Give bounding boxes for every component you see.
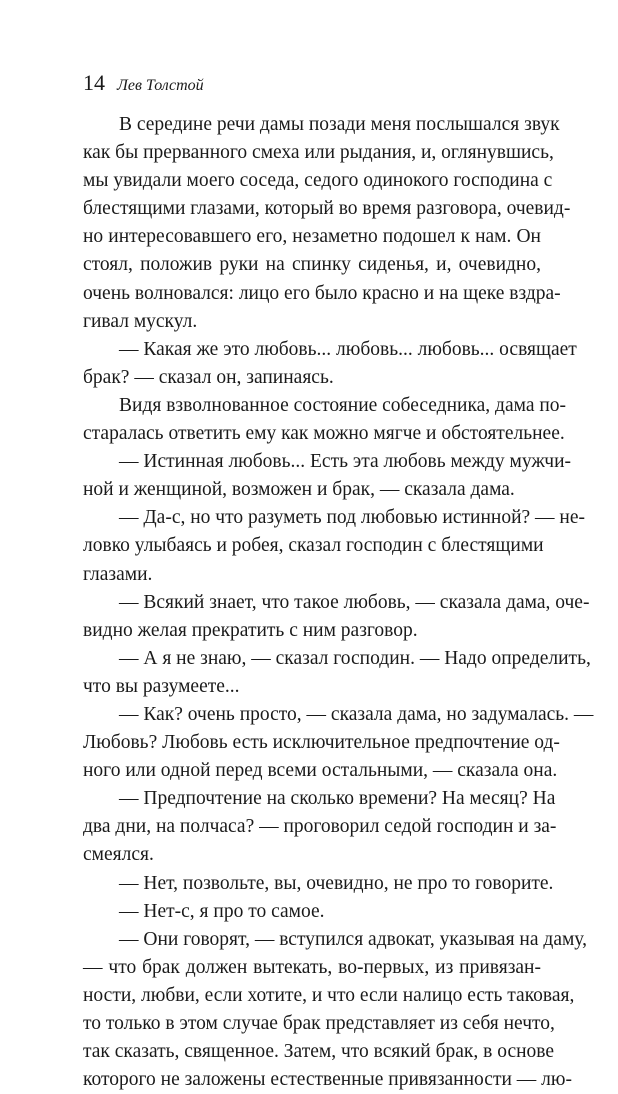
- text-line: глазами.: [83, 563, 153, 585]
- text-line: — А я не знаю, — сказал господин. — Надо определить,: [119, 647, 591, 669]
- text-line: — Да-с, но что разуметь под любовью истинной? — не-: [119, 507, 585, 529]
- text-line: — Всякий знает, что такое любовь, — сказала дама, оче-: [119, 591, 590, 613]
- text-line: брак? — сказал он, запинаясь.: [83, 366, 334, 388]
- text-line: очень волновался: лицо его было красно и на щеке вздра-: [83, 282, 561, 304]
- text-line: — Они говорят, — вступился адвокат, указывая на даму,: [119, 928, 587, 950]
- text-line: то только в этом случае брак представляет из себя нечто,: [83, 1013, 555, 1034]
- text-line: старалась ответить ему как можно мягче и обстоятельнее.: [83, 423, 565, 445]
- text-line: стоял, положив руки на спинку сиденья, и, очевидно,: [83, 254, 541, 276]
- running-head: Лев Толстой: [117, 77, 204, 94]
- text-line: два дни, на полчаса? — проговорил седой господин и за-: [83, 816, 557, 838]
- text-line: Любовь? Любовь есть исключительное предпочтение од-: [83, 732, 560, 754]
- text-line: которого не заложены естественные привязанности — лю-: [83, 1069, 572, 1091]
- text-line: так сказать, священное. Затем, что всякий брак, в основе: [83, 1041, 555, 1063]
- text-line: — Какая же это любовь... любовь... любовь... освящает: [119, 338, 577, 360]
- page-header: [83, 71, 204, 95]
- text-line: Видя взволнованное состояние собеседника, дама по-: [119, 394, 567, 416]
- text-line: что вы разумеете...: [83, 675, 240, 697]
- text-line: смеялся.: [83, 844, 154, 866]
- text-line: блестящими глазами, который во время разговора, очевид-: [83, 198, 571, 220]
- text-line: ной и женщиной, возможен и брак, — сказала дама.: [83, 479, 515, 501]
- text-line: но интересовавшего его, незаметно подошел к нам. Он: [83, 226, 541, 248]
- page-number: 14: [83, 70, 105, 95]
- text-line: как бы прерванного смеха или рыдания, и, оглянувшись,: [83, 142, 554, 164]
- text-line: — Предпочтение на сколько времени? На месяц? На: [119, 788, 556, 810]
- text-line: — Как? очень просто, — сказала дама, но задумалась. —: [119, 703, 594, 725]
- text-line: видно желая прекратить с ним разговор.: [83, 619, 418, 641]
- text-line: гивал мускул.: [83, 310, 198, 332]
- body-text: [83, 111, 594, 1094]
- text-line: — Нет, позвольте, вы, очевидно, не про то говорите.: [119, 872, 554, 894]
- text-line: ного или одной перед всеми остальными, — сказала она.: [83, 760, 558, 782]
- text-line: ности, любви, если хотите, и что если налицо есть таковая,: [83, 984, 575, 1006]
- text-line: — что брак должен вытекать, во-первых, из привязан-: [83, 956, 541, 978]
- text-line: В середине речи дамы позади меня послышался звук: [119, 114, 560, 135]
- text-line: — Нет-с, я про то самое.: [119, 900, 325, 922]
- text-line: ловко улыбаясь и робея, сказал господин с блестящими: [83, 535, 544, 557]
- text-line: — Истинная любовь... Есть эта любовь между мужчи-: [119, 451, 572, 473]
- text-line: мы увидали моего соседа, седого одинокого господина с: [83, 170, 553, 192]
